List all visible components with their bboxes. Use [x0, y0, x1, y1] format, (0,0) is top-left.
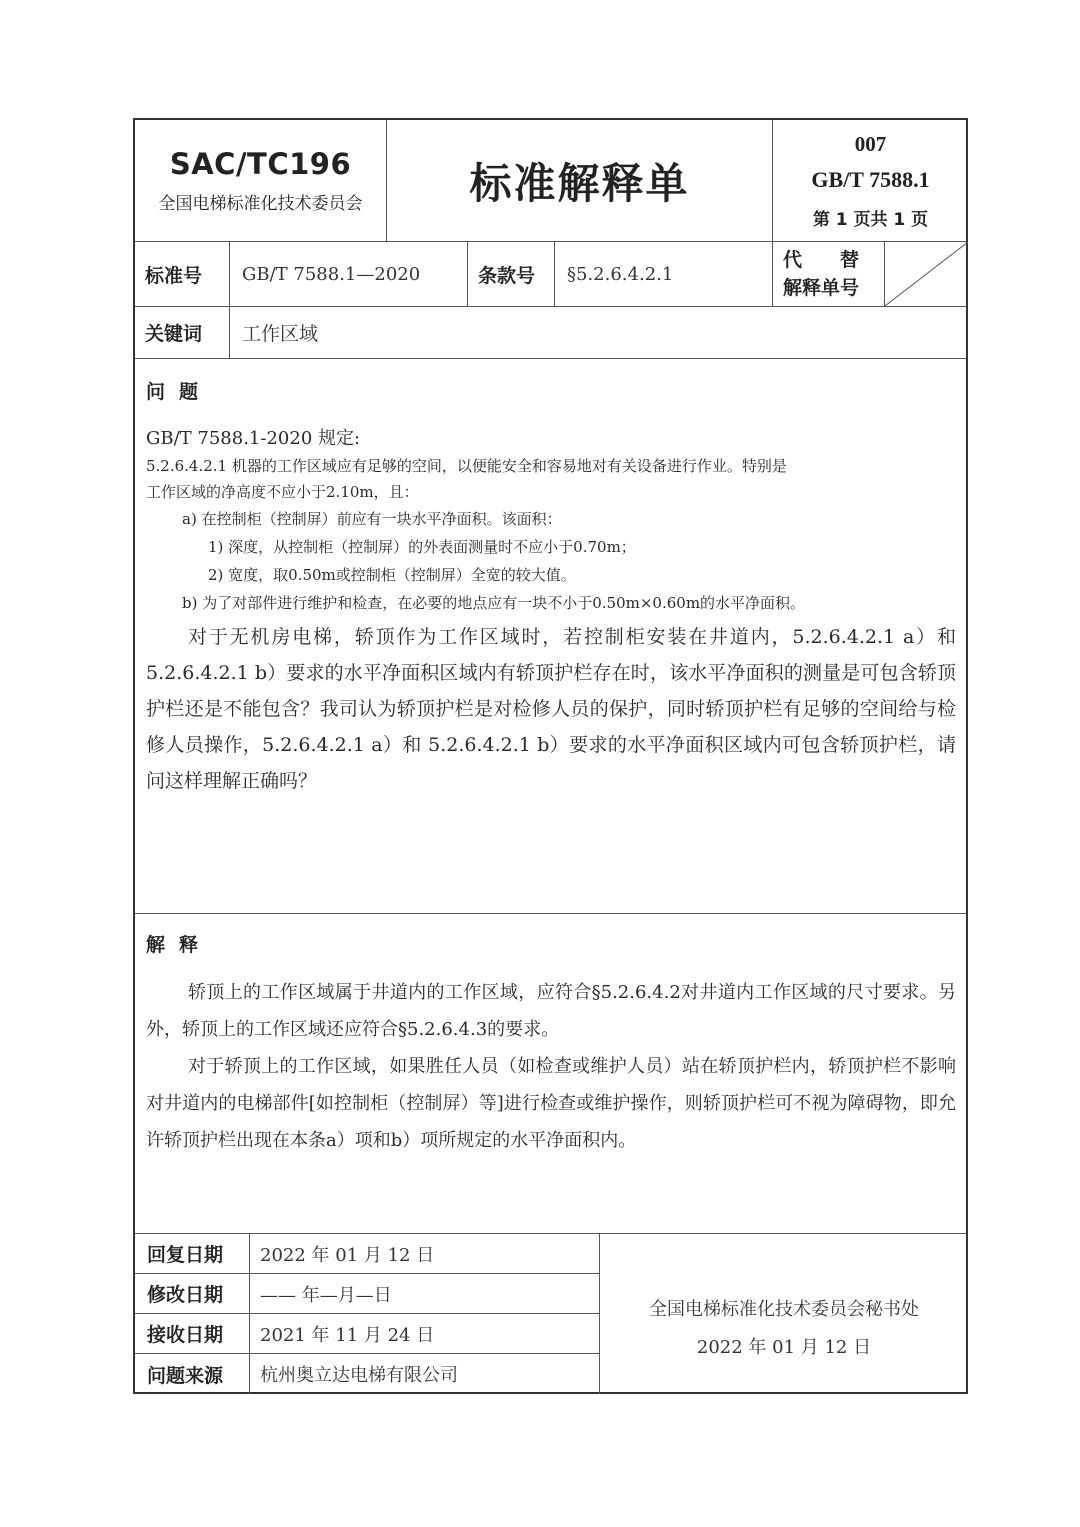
reply-value-cell [250, 1234, 598, 1273]
receive-value-cell [250, 1314, 598, 1353]
question-body: 对于无机房电梯，轿顶作为工作区域时，若控制柜安装在井道内，5.2.6.4.2.1 a）和 5.2.6.4.2.1 b）要求的水平净面积区域内有轿顶护栏存在时，该水平净面积的测量是可包含轿顶护栏还是不能包含？我司认为轿顶护栏是对检修人员的保护，同时轿顶护栏有足够的空间给与检修人员操作，5.2.6.4.2.1 a）和 5.2.6.4.2.1 b）要求的水平净面积区域内可包含轿顶护栏，请问这样理解正确吗？ [146, 626, 956, 792]
org-code: SAC/TC196 [169, 147, 352, 181]
receive-date-value: 2021 年 11 月 24 日 [260, 1324, 435, 1346]
keyword-value: 工作区域 [242, 323, 319, 345]
clause-label-cell [468, 242, 555, 306]
footer-section [135, 1234, 966, 1394]
clause-text-line2: 工作区域的净高度不应小于2.10m，且： [146, 483, 419, 501]
replace-label-line1: 代 替 [783, 249, 860, 271]
reply-date-row [135, 1234, 599, 1274]
receive-date-row [135, 1314, 599, 1354]
question-content [146, 425, 956, 799]
answer-title: 解释 [146, 934, 213, 956]
std-label: 标准号 [145, 264, 203, 287]
answer-content [146, 974, 956, 1159]
doc-standard: GB/T 7588.1 [811, 166, 930, 192]
clause-value-cell [555, 242, 773, 306]
clause-item-a1: 1) 深度，从控制柜（控制屏）的外表面测量时不应小于0.70m； [208, 538, 636, 556]
modify-label-cell [135, 1274, 250, 1313]
keyword-label: 关键词 [145, 323, 203, 345]
modify-date-value: —— 年—月—日 [260, 1284, 392, 1306]
diagonal-slash-icon [885, 242, 968, 306]
clause-text-line1: 5.2.6.4.2.1 机器的工作区域应有足够的空间，以便能安全和容易地对有关设备进行作业。特别是 [146, 457, 787, 475]
doc-info-cell [773, 120, 968, 241]
question-section [135, 359, 966, 914]
reply-label-cell [135, 1234, 250, 1273]
keyword-label-cell [135, 307, 230, 358]
sign-date: 2022 年 01 月 12 日 [696, 1337, 872, 1358]
interpretation-sheet [133, 118, 968, 1394]
source-label-cell [135, 1354, 250, 1394]
receive-date-label: 接收日期 [147, 1324, 224, 1346]
replace-label-line2: 解释单号 [783, 277, 860, 299]
source-value-cell [250, 1354, 598, 1394]
title-cell [387, 120, 773, 241]
receive-label-cell [135, 1314, 250, 1353]
modify-date-label: 修改日期 [147, 1284, 224, 1306]
source-label: 问题来源 [147, 1364, 224, 1387]
clause-item-b: b) 为了对部件进行维护和检查，在必要的地点应有一块不小于0.50m×0.60m的水平净面积。 [182, 594, 806, 612]
org-cell [135, 120, 387, 241]
reply-date-value: 2022 年 01 月 12 日 [260, 1244, 435, 1266]
modify-date-row [135, 1274, 599, 1314]
signer-name: 全国电梯标准化技术委员会秘书处 [649, 1299, 919, 1320]
modify-value-cell [250, 1274, 598, 1313]
clause-item-a: a) 在控制柜（控制屏）前应有一块水平净面积。该面积： [182, 510, 562, 528]
std-value-cell [230, 242, 468, 306]
answer-paragraph-2: 对于轿顶上的工作区域，如果胜任人员（如检查或维护人员）站在轿顶护栏内，轿顶护栏不影响对井道内的电梯部件[如控制柜（控制屏）等]进行检查或维护操作，则轿顶护栏可不视为障碍物，即允许轿顶护栏出现在本条a）项和b）项所规定的水平净面积内。 [146, 1056, 956, 1151]
doc-number: 007 [854, 131, 887, 156]
clause-label: 条款号 [478, 264, 536, 287]
org-name: 全国电梯标准化技术委员会 [158, 194, 363, 214]
replace-label-cell [773, 242, 885, 306]
standard-row [135, 242, 966, 307]
keyword-row [135, 307, 966, 359]
clause-value: §5.2.6.4.2.1 [567, 263, 674, 285]
page-info: 第 1 页共 1 页 [812, 209, 929, 230]
question-intro: GB/T 7588.1-2020 规定: [146, 428, 361, 449]
question-title: 问题 [146, 381, 213, 403]
reply-date-label: 回复日期 [147, 1244, 224, 1266]
source-row [135, 1354, 599, 1394]
footer-dates-table [135, 1234, 600, 1394]
source-value: 杭州奥立达电梯有限公司 [260, 1365, 458, 1386]
header-row [135, 120, 966, 242]
std-label-cell [135, 242, 230, 306]
signature-block [600, 1234, 968, 1394]
std-value: GB/T 7588.1—2020 [242, 263, 421, 285]
replace-label [773, 246, 859, 302]
page-title: 标准解释单 [469, 158, 690, 208]
answer-paragraph-1: 轿顶上的工作区域属于井道内的工作区域，应符合§5.2.6.4.2对井道内工作区域的尺寸要求。另外，轿顶上的工作区域还应符合§5.2.6.4.3的要求。 [146, 982, 956, 1040]
clause-item-a2: 2) 宽度，取0.50m或控制柜（控制屏）全宽的较大值。 [208, 566, 576, 584]
keyword-value-cell [230, 307, 968, 358]
answer-section [135, 914, 966, 1234]
replace-value-cell [885, 242, 968, 306]
